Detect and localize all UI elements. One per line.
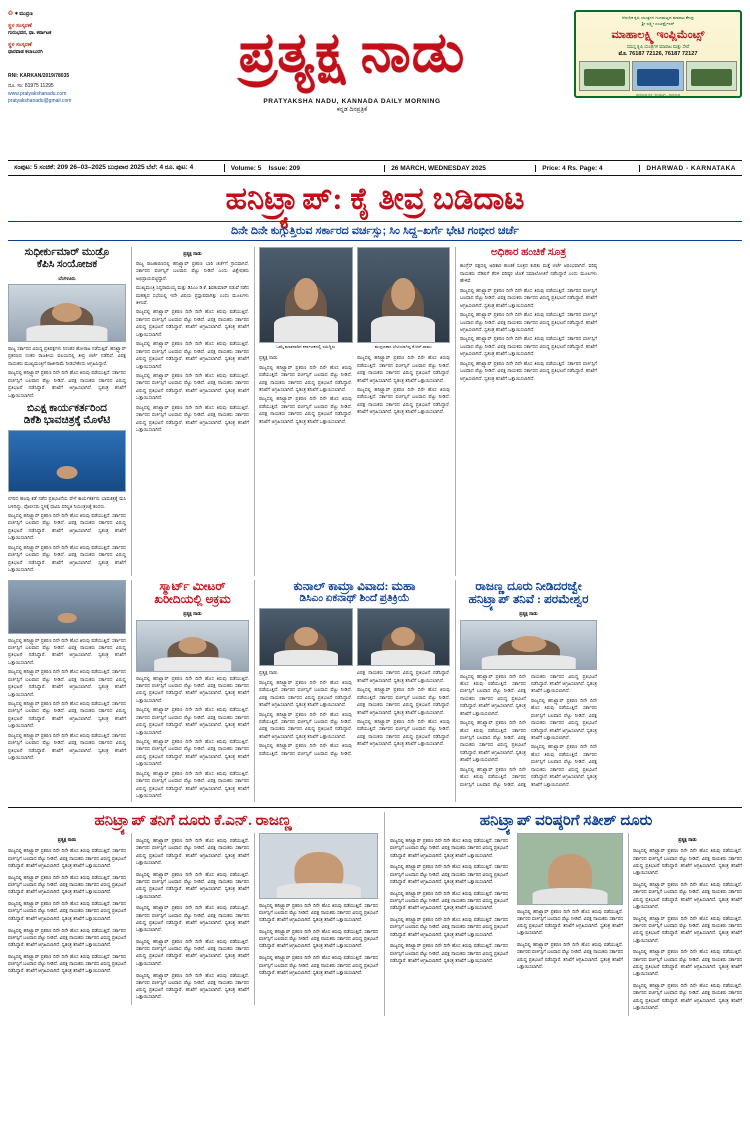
br-paragraph-4: ರಾಜ್ಯದಲ್ಲಿ ಹನಿಟ್ರ್ಯಾಪ್ ಪ್ರಕರಣ ದಿನೇ ದಿನೇ ಹೊಸ ತಿರುವು ಪಡೆಯುತ್ತಿದೆ. ಸರ್ಕಾರದ ವರ್ಚಸ್ಸಿಗೆ ಬಲವಾದ ಪೆಟ್ಟು ನೀಡಿದೆ. ವಿಪಕ್ಷ ನಾಯಕರು ಸರ್ಕಾರದ ವಿರುದ್ಧ ಪ್ರತಿಭಟನೆ ನಡೆಸಿದ್ದಾರೆ. ತನಿಖೆಗೆ ಆಗ್ರಹಿಸಲಾಗಿದೆ. ಸ್ವತಂತ್ರ ತನಿಖೆಗೆ ಒತ್ತಾಯಿಸಲಾಗಿದೆ. <box>390 917 508 937</box>
middle-column-1 <box>8 580 126 802</box>
middle-column-3 <box>254 580 450 802</box>
col1-paragraph-4: ರಾಜ್ಯದಲ್ಲಿ ಹನಿಟ್ರ್ಯಾಪ್ ಪ್ರಕರಣ ದಿನೇ ದಿನೇ ಹೊಸ ತಿರುವು ಪಡೆಯುತ್ತಿದೆ. ಸರ್ಕಾರದ ವರ್ಚಸ್ಸಿಗೆ ಬಲವಾದ ಪೆಟ್ಟು ನೀಡಿದೆ. ವಿಪಕ್ಷ ನಾಯಕರು ಸರ್ಕಾರದ ವಿರುದ್ಧ ಪ್ರತಿಭಟನೆ ನಡೆಸಿದ್ದಾರೆ. ತನಿಖೆಗೆ ಆಗ್ರಹಿಸಲಾಗಿದೆ. ಸ್ವತಂತ್ರ ತನಿಖೆಗೆ ಒತ್ತಾಯಿಸಲಾಗಿದೆ. <box>8 513 126 541</box>
col3-caption-right: ಮುದ್ರಣಕಾರ ಭೇಟಿಯಾಗಿದ್ದ ಕೆ.ಆರ್.ರಾಮು <box>374 344 432 350</box>
br-paragraph-12: ರಾಜ್ಯದಲ್ಲಿ ಹನಿಟ್ರ್ಯಾಪ್ ಪ್ರಕರಣ ದಿನೇ ದಿನೇ ಹೊಸ ತಿರುವು ಪಡೆಯುತ್ತಿದೆ. ಸರ್ಕಾರದ ವರ್ಚಸ್ಸಿಗೆ ಬಲವಾದ ಪೆಟ್ಟು ನೀಡಿದೆ. ವಿಪಕ್ಷ ನಾಯಕರು ಸರ್ಕಾರದ ವಿರುದ್ಧ ಪ್ರತಿಭಟನೆ ನಡೆಸಿದ್ದಾರೆ. ತನಿಖೆಗೆ ಆಗ್ರಹಿಸಲಾಗಿದೆ. ಸ್ವತಂತ್ರ ತನಿಖೆಗೆ ಒತ್ತಾಯಿಸಲಾಗಿದೆ. <box>633 982 742 1010</box>
br-paragraph-8: ರಾಜ್ಯದಲ್ಲಿ ಹನಿಟ್ರ್ಯಾಪ್ ಪ್ರಕರಣ ದಿನೇ ದಿನೇ ಹೊಸ ತಿರುವು ಪಡೆಯುತ್ತಿದೆ. ಸರ್ಕಾರದ ವರ್ಚಸ್ಸಿಗೆ ಬಲವಾದ ಪೆಟ್ಟು ನೀಡಿದೆ. ವಿಪಕ್ಷ ನಾಯಕರು ಸರ್ಕಾರದ ವಿರುದ್ಧ ಪ್ರತಿಭಟನೆ ನಡೆಸಿದ್ದಾರೆ. ತನಿಖೆಗೆ ಆಗ್ರಹಿಸಲಾಗಿದೆ. ಸ್ವತಂತ್ರ ತನಿಖೆಗೆ ಒತ್ತಾಯಿಸಲಾಗಿದೆ. <box>633 848 742 876</box>
column-4 <box>455 247 597 575</box>
bottom-right-byline: ಪ್ರತ್ಯಕ್ಷ ನಾಡು <box>678 836 697 842</box>
masthead-line-2: ಗುರುಭವನ, ಧಾ. ಕರ್ನಾಟಕ <box>8 30 52 37</box>
mid-photo-person-1 <box>136 620 249 672</box>
mid-col3-paragraph-4: ರಾಜ್ಯದಲ್ಲಿ ಹನಿಟ್ರ್ಯಾಪ್ ಪ್ರಕರಣ ದಿನೇ ದಿನೇ ಹೊಸ ತಿರುವು ಪಡೆಯುತ್ತಿದೆ. ಸರ್ಕಾರದ ವರ್ಚಸ್ಸಿಗೆ ಬಲವಾದ ಪೆಟ್ಟು ನೀಡಿದೆ. ವಿಪಕ್ಷ ನಾಯಕರು ಸರ್ಕಾರದ ವಿರುದ್ಧ ಪ್ರತಿಭಟನೆ ನಡೆಸಿದ್ದಾರೆ. ತನಿಖೆಗೆ ಆಗ್ರಹಿಸಲಾಗಿದೆ. ಸ್ವತಂತ್ರ ತನಿಖೆಗೆ ಒತ್ತಾಯಿಸಲಾಗಿದೆ. <box>357 687 450 715</box>
masthead-title-block <box>130 6 574 114</box>
masthead-line-3: ಸ್ಥಳ ಸಂಸ್ಕರಣೆ <box>8 41 32 48</box>
col2-paragraph-5: ರಾಜ್ಯದಲ್ಲಿ ಹನಿಟ್ರ್ಯಾಪ್ ಪ್ರಕರಣ ದಿನೇ ದಿನೇ ಹೊಸ ತಿರುವು ಪಡೆಯುತ್ತಿದೆ. ಸರ್ಕಾರದ ವರ್ಚಸ್ಸಿಗೆ ಬಲವಾದ ಪೆಟ್ಟು ನೀಡಿದೆ. ವಿಪಕ್ಷ ನಾಯಕರು ಸರ್ಕಾರದ ವಿರುದ್ಧ ಪ್ರತಿಭಟನೆ ನಡೆಸಿದ್ದಾರೆ. ತನಿಖೆಗೆ ಆಗ್ರಹಿಸಲಾಗಿದೆ. ಸ್ವತಂತ್ರ ತನಿಖೆಗೆ ಒತ್ತಾಯಿಸಲಾಗಿದೆ. <box>136 372 249 401</box>
bottom-left-col-1 <box>8 833 126 1006</box>
middle-column-4 <box>455 580 597 802</box>
br-paragraph-10: ರಾಜ್ಯದಲ್ಲಿ ಹನಿಟ್ರ್ಯಾಪ್ ಪ್ರಕರಣ ದಿನೇ ದಿನೇ ಹೊಸ ತಿರುವು ಪಡೆಯುತ್ತಿದೆ. ಸರ್ಕಾರದ ವರ್ಚಸ್ಸಿಗೆ ಬಲವಾದ ಪೆಟ್ಟು ನೀಡಿದೆ. ವಿಪಕ್ಷ ನಾಯಕರು ಸರ್ಕಾರದ ವಿರುದ್ಧ ಪ್ರತಿಭಟನೆ ನಡೆಸಿದ್ದಾರೆ. ತನಿಖೆಗೆ ಆಗ್ರಹಿಸಲಾಗಿದೆ. ಸ್ವತಂತ್ರ ತನಿಖೆಗೆ ಒತ್ತಾಯಿಸಲಾಗಿದೆ. <box>633 915 742 943</box>
mid-photo-shinde <box>357 608 451 666</box>
bl-paragraph-5: ರಾಜ್ಯದಲ್ಲಿ ಹನಿಟ್ರ್ಯಾಪ್ ಪ್ರಕರಣ ದಿನೇ ದಿನೇ ಹೊಸ ತಿರುವು ಪಡೆಯುತ್ತಿದೆ. ಸರ್ಕಾರದ ವರ್ಚಸ್ಸಿಗೆ ಬಲವಾದ ಪೆಟ್ಟು ನೀಡಿದೆ. ವಿಪಕ್ಷ ನಾಯಕರು ಸರ್ಕಾರದ ವಿರುದ್ಧ ಪ್ರತಿಭಟನೆ ನಡೆಸಿದ್ದಾರೆ. ತನಿಖೆಗೆ ಆಗ್ರಹಿಸಲಾಗಿದೆ. ಸ್ವತಂತ್ರ ತನಿಖೆಗೆ ಒತ್ತಾಯಿಸಲಾಗಿದೆ. <box>8 953 126 974</box>
col3-photo-cm <box>259 247 353 343</box>
mid-title-kunal-2: ಡಿಸಿಎಂ ಏಕನಾಥ್ ಶಿಂದೆ ಪ್ರತಿಕ್ರಿಯೆ <box>299 593 410 605</box>
price-label: Price: 4 Rs. <box>542 164 578 172</box>
bottom-right-col-2 <box>513 833 623 1016</box>
col4-paragraph-2: ರಾಜ್ಯದಲ್ಲಿ ಹನಿಟ್ರ್ಯಾಪ್ ಪ್ರಕರಣ ದಿನೇ ದಿನೇ ಹೊಸ ತಿರುವು ಪಡೆಯುತ್ತಿದೆ. ಸರ್ಕಾರದ ವರ್ಚಸ್ಸಿಗೆ ಬಲವಾದ ಪೆಟ್ಟು ನೀಡಿದೆ. ವಿಪಕ್ಷ ನಾಯಕರು ಸರ್ಕಾರದ ವಿರುದ್ಧ ಪ್ರತಿಭಟನೆ ನಡೆಸಿದ್ದಾರೆ. ತನಿಖೆಗೆ ಆಗ್ರಹಿಸಲಾಗಿದೆ. ಸ್ವತಂತ್ರ ತನಿಖೆಗೆ ಒತ್ತಾಯಿಸಲಾಗಿದೆ. <box>460 287 597 308</box>
mid-col2-byline: ಪ್ರತ್ಯಕ್ಷ ನಾಡು <box>183 611 202 617</box>
mid-col2-paragraph-1: ರಾಜ್ಯದಲ್ಲಿ ಹನಿಟ್ರ್ಯಾಪ್ ಪ್ರಕರಣ ದಿನೇ ದಿನೇ ಹೊಸ ತಿರುವು ಪಡೆಯುತ್ತಿದೆ. ಸರ್ಕಾರದ ವರ್ಚಸ್ಸಿಗೆ ಬಲವಾದ ಪೆಟ್ಟು ನೀಡಿದೆ. ವಿಪಕ್ಷ ನಾಯಕರು ಸರ್ಕಾರದ ವಿರುದ್ಧ ಪ್ರತಿಭಟನೆ ನಡೆಸಿದ್ದಾರೆ. ತನಿಖೆಗೆ ಆಗ್ರಹಿಸಲಾಗಿದೆ. ಸ್ವತಂತ್ರ ತನಿಖೆಗೆ ಒತ್ತಾಯಿಸಲಾಗಿದೆ. <box>136 675 249 703</box>
lead-headline: ಹನಿಟ್ರ್ಯಾಪ್: ಕೈ ತೀವ್ರ ಬಡಿದಾಟ <box>225 181 525 216</box>
bottom-right-portrait <box>517 833 623 905</box>
mid-col3-paragraph-2: ರಾಜ್ಯದಲ್ಲಿ ಹನಿಟ್ರ್ಯಾಪ್ ಪ್ರಕರಣ ದಿನೇ ದಿನೇ ಹೊಸ ತಿರುವು ಪಡೆಯುತ್ತಿದೆ. ಸರ್ಕಾರದ ವರ್ಚಸ್ಸಿಗೆ ಬಲವಾದ ಪೆಟ್ಟು ನೀಡಿದೆ. ವಿಪಕ್ಷ ನಾಯಕರು ಸರ್ಕಾರದ ವಿರುದ್ಧ ಪ್ರತಿಭಟನೆ ನಡೆಸಿದ್ದಾರೆ. ತನಿಖೆಗೆ ಆಗ್ರಹಿಸಲಾಗಿದೆ. ಸ್ವತಂತ್ರ ತನಿಖೆಗೆ ಒತ್ತಾಯಿಸಲಾಗಿದೆ. <box>259 711 352 739</box>
masthead <box>8 6 742 158</box>
mid-col4-byline: ಪ್ರತ್ಯಕ್ಷ ನಾಡು <box>519 611 538 617</box>
col4-title: ಅಧಿಕಾರ ಹಂಚಿಕೆ ಸೂತ್ರ <box>490 247 567 259</box>
col1-paragraph-3: ನಗರದ ಹಲವು ಕಡೆ ನಡೆದ ಪ್ರತಿಭಟನೆಯ ವೇಳೆ ಕಾರ್ಯಕರ್ತರು ಭಾವಚಿತ್ರಕ್ಕೆ ಮಸಿ ಬಳಿದಿದ್ದು, ಪೊಲೀಸರು ಸ್ಥಳಕ್ಕೆ ಧಾವಿಸಿ ಪರಿಸ್ಥಿತಿ ನಿಯಂತ್ರಣಕ್ಕೆ ತಂದರು. <box>8 496 126 509</box>
mid-col4-paragraph-1: ರಾಜ್ಯದಲ್ಲಿ ಹನಿಟ್ರ್ಯಾಪ್ ಪ್ರಕರಣ ದಿನೇ ದಿನೇ ಹೊಸ ತಿರುವು ಪಡೆಯುತ್ತಿದೆ. ಸರ್ಕಾರದ ವರ್ಚಸ್ಸಿಗೆ ಬಲವಾದ ಪೆಟ್ಟು ನೀಡಿದೆ. ವಿಪಕ್ಷ ನಾಯಕರು ಸರ್ಕಾರದ ವಿರುದ್ಧ ಪ್ರತಿಭಟನೆ ನಡೆಸಿದ್ದಾರೆ. ತನಿಖೆಗೆ ಆಗ್ರಹಿಸಲಾಗಿದೆ. ಸ್ವತಂತ್ರ ತನಿಖೆಗೆ ಒತ್ತಾಯಿಸಲಾಗಿದೆ. <box>460 673 526 716</box>
bl-paragraph-7: ರಾಜ್ಯದಲ್ಲಿ ಹನಿಟ್ರ್ಯಾಪ್ ಪ್ರಕರಣ ದಿನೇ ದಿನೇ ಹೊಸ ತಿರುವು ಪಡೆಯುತ್ತಿದೆ. ಸರ್ಕಾರದ ವರ್ಚಸ್ಸಿಗೆ ಬಲವಾದ ಪೆಟ್ಟು ನೀಡಿದೆ. ವಿಪಕ್ಷ ನಾಯಕರು ಸರ್ಕಾರದ ವಿರುದ್ಧ ಪ್ರತಿಭಟನೆ ನಡೆಸಿದ್ದಾರೆ. ತನಿಖೆಗೆ ಆಗ್ರಹಿಸಲಾಗಿದೆ. ಸ್ವತಂತ್ರ ತನಿಖೆಗೆ ಒತ್ತಾಯಿಸಲಾಗಿದೆ. <box>136 871 249 899</box>
ad-brand-small: ಶ್ರೀ ಲಕ್ಷ್ಮೀ ಎಂಟರ್ಪ್ರೈಸಸ್ <box>641 21 675 27</box>
bl-paragraph-10: ರಾಜ್ಯದಲ್ಲಿ ಹನಿಟ್ರ್ಯಾಪ್ ಪ್ರಕರಣ ದಿನೇ ದಿನೇ ಹೊಸ ತಿರುವು ಪಡೆಯುತ್ತಿದೆ. ಸರ್ಕಾರದ ವರ್ಚಸ್ಸಿಗೆ ಬಲವಾದ ಪೆಟ್ಟು ನೀಡಿದೆ. ವಿಪಕ್ಷ ನಾಯಕರು ಸರ್ಕಾರದ ವಿರುದ್ಧ ಪ್ರತಿಭಟನೆ ನಡೆಸಿದ್ದಾರೆ. ತನಿಖೆಗೆ ಆಗ್ರಹಿಸಲಾಗಿದೆ. ಸ್ವತಂತ್ರ ತನಿಖೆಗೆ ಒತ್ತಾಯಿಸಲಾಗಿದೆ. <box>136 972 249 1000</box>
br-paragraph-9: ರಾಜ್ಯದಲ್ಲಿ ಹನಿಟ್ರ್ಯಾಪ್ ಪ್ರಕರಣ ದಿನೇ ದಿನೇ ಹೊಸ ತಿರುವು ಪಡೆಯುತ್ತಿದೆ. ಸರ್ಕಾರದ ವರ್ಚಸ್ಸಿಗೆ ಬಲವಾದ ಪೆಟ್ಟು ನೀಡಿದೆ. ವಿಪಕ್ಷ ನಾಯಕರು ಸರ್ಕಾರದ ವಿರುದ್ಧ ಪ್ರತಿಭಟನೆ ನಡೆಸಿದ್ದಾರೆ. ತನಿಖೆಗೆ ಆಗ್ರಹಿಸಲಾಗಿದೆ. ಸ್ವತಂತ್ರ ತನಿಖೆಗೆ ಒತ್ತಾಯಿಸಲಾಗಿದೆ. <box>633 882 742 909</box>
bl-paragraph-6: ರಾಜ್ಯದಲ್ಲಿ ಹನಿಟ್ರ್ಯಾಪ್ ಪ್ರಕರಣ ದಿನೇ ದಿನೇ ಹೊಸ ತಿರುವು ಪಡೆಯುತ್ತಿದೆ. ಸರ್ಕಾರದ ವರ್ಚಸ್ಸಿಗೆ ಬಲವಾದ ಪೆಟ್ಟು ನೀಡಿದೆ. ವಿಪಕ್ಷ ನಾಯಕರು ಸರ್ಕಾರದ ವಿರುದ್ಧ ಪ್ರತಿಭಟನೆ ನಡೆಸಿದ್ದಾರೆ. ತನಿಖೆಗೆ ಆಗ್ರಹಿಸಲಾಗಿದೆ. ಸ್ವತಂತ್ರ ತನಿಖೆಗೆ ಒತ್ತಾಯಿಸಲಾಗಿದೆ. <box>136 838 249 865</box>
col4-body <box>460 262 597 382</box>
issue-volume-group <box>225 165 385 172</box>
col4-paragraph-5: ರಾಜ್ಯದಲ್ಲಿ ಹನಿಟ್ರ್ಯಾಪ್ ಪ್ರಕರಣ ದಿನೇ ದಿನೇ ಹೊಸ ತಿರುವು ಪಡೆಯುತ್ತಿದೆ. ಸರ್ಕಾರದ ವರ್ಚಸ್ಸಿಗೆ ಬಲವಾದ ಪೆಟ್ಟು ನೀಡಿದೆ. ವಿಪಕ್ಷ ನಾಯಕರು ಸರ್ಕಾರದ ವಿರುದ್ಧ ಪ್ರತಿಭಟನೆ ನಡೆಸಿದ್ದಾರೆ. ತನಿಖೆಗೆ ಆಗ್ರಹಿಸಲಾಗಿದೆ. ಸ್ವತಂತ್ರ ತನಿಖೆಗೆ ಒತ್ತಾಯಿಸಲಾಗಿದೆ. <box>460 360 597 381</box>
masthead-phone: ದೂ. ಸಂ: 81975 11295 <box>8 83 54 89</box>
price-pages <box>536 165 640 172</box>
col2-paragraph-1: ರಾಜ್ಯ ರಾಜಕಾರಣದಲ್ಲಿ ಹನಿಟ್ರ್ಯಾಪ್ ಪ್ರಕರಣ ಭಾರಿ ಚರ್ಚೆಗೆ ಗ್ರಾಸವಾಗಿದೆ. ಸರ್ಕಾರದ ವರ್ಚಸ್ಸಿಗೆ ಬಲವಾದ ಪೆಟ್ಟು ನೀಡಿದೆ ಎಂದು ವಿಶ್ಲೇಷಕರು ಅಭಿಪ್ರಾಯಪಟ್ಟಿದ್ದಾರೆ. <box>136 260 249 281</box>
bottom-left-byline: ಪ್ರತ್ಯಕ್ಷ ನಾಡು <box>57 836 77 842</box>
top-section <box>8 247 742 575</box>
bottom-right-col-1 <box>390 833 508 1016</box>
issue-info-kannada: ಸಂಪುಟ: 5 ಸಂಚಿಕೆ: 209 26–03–2025 ಬುಧವಾರ 2025 ಬೆಲೆ: 4 ರೂ. ಪುಟ: 4 <box>8 164 225 172</box>
masthead-subtitle-en: PRATYAKSHA NADU, KANNADA DAILY MORNING <box>263 97 441 105</box>
br-paragraph-6: ರಾಜ್ಯದಲ್ಲಿ ಹನಿಟ್ರ್ಯಾಪ್ ಪ್ರಕರಣ ದಿನೇ ದಿನೇ ಹೊಸ ತಿರುವು ಪಡೆಯುತ್ತಿದೆ. ಸರ್ಕಾರದ ವರ್ಚಸ್ಸಿಗೆ ಬಲವಾದ ಪೆಟ್ಟು ನೀಡಿದೆ. ವಿಪಕ್ಷ ನಾಯಕರು ಸರ್ಕಾರದ ವಿರುದ್ಧ ಪ್ರತಿಭಟನೆ ನಡೆಸಿದ್ದಾರೆ. ತನಿಖೆಗೆ ಆಗ್ರಹಿಸಲಾಗಿದೆ. ಸ್ವತಂತ್ರ ತನಿಖೆಗೆ ಒತ್ತಾಯಿಸಲಾಗಿದೆ. <box>517 908 623 936</box>
mid-col1-body <box>8 637 126 762</box>
bl-paragraph-13: ರಾಜ್ಯದಲ್ಲಿ ಹನಿಟ್ರ್ಯಾಪ್ ಪ್ರಕರಣ ದಿನೇ ದಿನೇ ಹೊಸ ತಿರುವು ಪಡೆಯುತ್ತಿದೆ. ಸರ್ಕಾರದ ವರ್ಚಸ್ಸಿಗೆ ಬಲವಾದ ಪೆಟ್ಟು ನೀಡಿದೆ. ವಿಪಕ್ಷ ನಾಯಕರು ಸರ್ಕಾರದ ವಿರುದ್ಧ ಪ್ರತಿಭಟನೆ ನಡೆಸಿದ್ದಾರೆ. ತನಿಖೆಗೆ ಆಗ್ರಹಿಸಲಾಗಿದೆ. ಸ್ವತಂತ್ರ ತನಿಖೆಗೆ ಒತ್ತಾಯಿಸಲಾಗಿದೆ. <box>259 955 378 975</box>
issue-info-bar <box>8 160 742 176</box>
col1-title-line1: ಸುಧೀರ್ಕುಮಾರ್ ಮುಡ್ರೊ <box>24 247 110 259</box>
col2-paragraph-2: ಮುಖ್ಯಮಂತ್ರಿ ಸಿದ್ದರಾಮಯ್ಯ ಮತ್ತು ಡಿಸಿಎಂ ಡಿ.ಕೆ. ಶಿವಕುಮಾರ್ ನಡುವೆ ನಡೆದ ಮಹತ್ವದ ಸಭೆಯಲ್ಲಿ ಇದೇ ವಿಷಯ ಪ್ರಸ್ತಾಪವಾಗಿತ್ತು ಎಂದು ಮೂಲಗಳು ತಿಳಿಸಿವೆ. <box>136 285 249 306</box>
mid-photo-rally <box>8 580 126 634</box>
col3-paragraph-4: ರಾಜ್ಯದಲ್ಲಿ ಹನಿಟ್ರ್ಯಾಪ್ ಪ್ರಕರಣ ದಿನೇ ದಿನೇ ಹೊಸ ತಿರುವು ಪಡೆಯುತ್ತಿದೆ. ಸರ್ಕಾರದ ವರ್ಚಸ್ಸಿಗೆ ಬಲವಾದ ಪೆಟ್ಟು ನೀಡಿದೆ. ವಿಪಕ್ಷ ನಾಯಕರು ಸರ್ಕಾರದ ವಿರುದ್ಧ ಪ್ರತಿಭಟನೆ ನಡೆಸಿದ್ದಾರೆ. ತನಿಖೆಗೆ ಆಗ್ರಹಿಸಲಾಗಿದೆ. ಸ್ವತಂತ್ರ ತನಿಖೆಗೆ ಒತ್ತಾಯಿಸಲಾಗಿದೆ. <box>357 386 450 415</box>
bl-paragraph-9: ರಾಜ್ಯದಲ್ಲಿ ಹನಿಟ್ರ್ಯಾಪ್ ಪ್ರಕರಣ ದಿನೇ ದಿನೇ ಹೊಸ ತಿರುವು ಪಡೆಯುತ್ತಿದೆ. ಸರ್ಕಾರದ ವರ್ಚಸ್ಸಿಗೆ ಬಲವಾದ ಪೆಟ್ಟು ನೀಡಿದೆ. ವಿಪಕ್ಷ ನಾಯಕರು ಸರ್ಕಾರದ ವಿರುದ್ಧ ಪ್ರತಿಭಟನೆ ನಡೆಸಿದ್ದಾರೆ. ತನಿಖೆಗೆ ಆಗ್ರಹಿಸಲಾಗಿದೆ. ಸ್ವತಂತ್ರ ತನಿಖೆಗೆ ಒತ್ತಾಯಿಸಲಾಗಿದೆ. <box>136 938 249 966</box>
col1-photo-2 <box>8 430 126 492</box>
lead-subheadline: ದಿನೇ ದಿನೇ ಕುಗ್ಗುತ್ತಿರುವ ಸರ್ಕಾರದ ವರ್ಚಸ್ಸು; ಸಿಂ ಸಿದ್ದ–ಖರ್ಗೆ ಭೇಟಿ ಗಂಭೀರ ಚರ್ಚೆ <box>8 221 742 241</box>
col1-body-2 <box>8 495 126 573</box>
mid-title-kunal-1: ಕುನಾಲ್ ಕಾಮ್ರಾ ವಿವಾದ: ಮಹಾ <box>293 578 416 593</box>
bl-paragraph-8: ರಾಜ್ಯದಲ್ಲಿ ಹನಿಟ್ರ್ಯಾಪ್ ಪ್ರಕರಣ ದಿನೇ ದಿನೇ ಹೊಸ ತಿರುವು ಪಡೆಯುತ್ತಿದೆ. ಸರ್ಕಾರದ ವರ್ಚಸ್ಸಿಗೆ ಬಲವಾದ ಪೆಟ್ಟು ನೀಡಿದೆ. ವಿಪಕ್ಷ ನಾಯಕರು ಸರ್ಕಾರದ ವಿರುದ್ಧ ಪ್ರತಿಭಟನೆ ನಡೆಸಿದ್ದಾರೆ. ತನಿಖೆಗೆ ಆಗ್ರಹಿಸಲಾಗಿದೆ. ಸ್ವತಂತ್ರ ತನಿಖೆಗೆ ಒತ್ತಾಯಿಸಲಾಗಿದೆ. <box>136 905 249 933</box>
col4-paragraph-1: ಕಾಂಗ್ರೆಸ್ ಪಕ್ಷದಲ್ಲಿ ಅಧಿಕಾರ ಹಂಚಿಕೆ ಸೂತ್ರದ ಕುರಿತು ಮತ್ತೆ ಚರ್ಚೆ ಆರಂಭವಾಗಿದೆ. ವರಿಷ್ಠ ನಾಯಕರು ದೆಹಲಿಗೆ ತೆರಳಿ ವರಿಷ್ಠರ ಜೊತೆ ಸಮಾಲೋಚನೆ ನಡೆಸಿದ್ದಾರೆ ಎಂದು ಮೂಲಗಳು ಹೇಳಿವೆ. <box>460 263 597 284</box>
ad-brand: ಮಾಹಾಲಕ್ಷ್ಮಿ ಇಂಪ್ಲಿಮೆಂಟ್ಸ್ <box>611 28 705 41</box>
col2-byline: ಪ್ರತ್ಯಕ್ಷ ನಾಡು <box>183 251 202 257</box>
masthead-line-1: ಸ್ಥಳ ಸಂಸ್ಕರಣೆ <box>8 23 32 29</box>
bottom-left-portrait <box>259 833 378 899</box>
ad-tagline: ಆಧುನಿಕ ಕೃಷಿ ಯಂತ್ರಗಳ ಗುಣಮಟ್ಟದ ಮಾರಾಟ ಕೇಂದ್ರ <box>622 15 694 20</box>
star-icon: ❂ <box>8 11 14 17</box>
pages-label: Page: 4 <box>579 164 603 172</box>
bottom-left-story <box>8 812 378 1016</box>
rni-number: RNI: KARKAN/2019/78035 <box>8 72 70 79</box>
bl-paragraph-11: ರಾಜ್ಯದಲ್ಲಿ ಹನಿಟ್ರ್ಯಾಪ್ ಪ್ರಕರಣ ದಿನೇ ದಿನೇ ಹೊಸ ತಿರುವು ಪಡೆಯುತ್ತಿದೆ. ಸರ್ಕಾರದ ವರ್ಚಸ್ಸಿಗೆ ಬಲವಾದ ಪೆಟ್ಟು ನೀಡಿದೆ. ವಿಪಕ್ಷ ನಾಯಕರು ಸರ್ಕಾರದ ವಿರುದ್ಧ ಪ್ರತಿಭಟನೆ ನಡೆಸಿದ್ದಾರೆ. ತನಿಖೆಗೆ ಆಗ್ರಹಿಸಲಾಗಿದೆ. ಸ್ವತಂತ್ರ ತನಿಖೆಗೆ ಒತ್ತಾಯಿಸಲಾಗಿದೆ. <box>259 902 378 923</box>
mid-title-smart-meter-2: ಖರೀದಿಯಲ್ಲಿ ಅಕ್ರಮ <box>154 592 231 607</box>
mid-title-rajanna-1: ರಾಜಣ್ಣ ದೂರು ನೀಡಿದರಜ್ವೇ <box>475 578 582 593</box>
br-paragraph-11: ರಾಜ್ಯದಲ್ಲಿ ಹನಿಟ್ರ್ಯಾಪ್ ಪ್ರಕರಣ ದಿನೇ ದಿನೇ ಹೊಸ ತಿರುವು ಪಡೆಯುತ್ತಿದೆ. ಸರ್ಕಾರದ ವರ್ಚಸ್ಸಿಗೆ ಬಲವಾದ ಪೆಟ್ಟು ನೀಡಿದೆ. ವಿಪಕ್ಷ ನಾಯಕರು ಸರ್ಕಾರದ ವಿರುದ್ಧ ಪ್ರತಿಭಟನೆ ನಡೆಸಿದ್ದಾರೆ. ತನಿಖೆಗೆ ಆಗ್ರಹಿಸಲಾಗಿದೆ. ಸ್ವತಂತ್ರ ತನಿಖೆಗೆ ಒತ್ತಾಯಿಸಲಾಗಿದೆ. <box>633 949 742 977</box>
mid-col3-byline: ಪ್ರತ್ಯಕ್ಷ ನಾಡು <box>259 670 278 676</box>
issue-date: 26 MARCH, WEDNESDAY 2025 <box>385 165 536 172</box>
middle-column-2 <box>131 580 249 802</box>
masthead-left-info <box>8 6 130 106</box>
col1-title-line2: ಕೆಪಿಸಿ ಸಂಯೋಜಕ <box>36 259 98 271</box>
lead-headline-block <box>8 182 742 241</box>
mid-col2-paragraph-3: ರಾಜ್ಯದಲ್ಲಿ ಹನಿಟ್ರ್ಯಾಪ್ ಪ್ರಕರಣ ದಿನೇ ದಿನೇ ಹೊಸ ತಿರುವು ಪಡೆಯುತ್ತಿದೆ. ಸರ್ಕಾರದ ವರ್ಚಸ್ಸಿಗೆ ಬಲವಾದ ಪೆಟ್ಟು ನೀಡಿದೆ. ವಿಪಕ್ಷ ನಾಯಕರು ಸರ್ಕಾರದ ವಿರುದ್ಧ ಪ್ರತಿಭಟನೆ ನಡೆಸಿದ್ದಾರೆ. ತನಿಖೆಗೆ ಆಗ್ರಹಿಸಲಾಗಿದೆ. ಸ್ವತಂತ್ರ ತನಿಖೆಗೆ ಒತ್ತಾಯಿಸಲಾಗಿದೆ. <box>136 739 249 767</box>
bottom-left-col-2 <box>131 833 249 1006</box>
col1-body-1 <box>8 345 126 399</box>
masthead-advertisement[interactable] <box>574 6 742 98</box>
masthead-email[interactable]: pratyakshanadu@gmail.com <box>8 98 72 104</box>
mid-title-smart-meter-1: ಸ್ಮಾರ್ಟ್ ಮೀಟರ್ <box>159 578 226 593</box>
bottom-section <box>8 812 742 1016</box>
col2-paragraph-6: ರಾಜ್ಯದಲ್ಲಿ ಹನಿಟ್ರ್ಯಾಪ್ ಪ್ರಕರಣ ದಿನೇ ದಿನೇ ಹೊಸ ತಿರುವು ಪಡೆಯುತ್ತಿದೆ. ಸರ್ಕಾರದ ವರ್ಚಸ್ಸಿಗೆ ಬಲವಾದ ಪೆಟ್ಟು ನೀಡಿದೆ. ವಿಪಕ್ಷ ನಾಯಕರು ಸರ್ಕಾರದ ವಿರುದ್ಧ ಪ್ರತಿಭಟನೆ ನಡೆಸಿದ್ದಾರೆ. ತನಿಖೆಗೆ ಆಗ್ರಹಿಸಲಾಗಿದೆ. ಸ್ವತಂತ್ರ ತನಿಖೆಗೆ ಒತ್ತಾಯಿಸಲಾಗಿದೆ. <box>136 404 249 433</box>
mid-title-rajanna-2: ಹನಿಟ್ರ್ಯಾಪ್ ತನಿವೆ : ಪರಮೇಶ್ವರ <box>468 592 589 607</box>
place-label: DHARWAD - KARNATAKA <box>646 164 736 172</box>
col3-body <box>259 354 450 425</box>
mid-photo-kunal <box>259 608 353 666</box>
mid-col1-paragraph-2: ರಾಜ್ಯದಲ್ಲಿ ಹನಿಟ್ರ್ಯಾಪ್ ಪ್ರಕರಣ ದಿನೇ ದಿನೇ ಹೊಸ ತಿರುವು ಪಡೆಯುತ್ತಿದೆ. ಸರ್ಕಾರದ ವರ್ಚಸ್ಸಿಗೆ ಬಲವಾದ ಪೆಟ್ಟು ನೀಡಿದೆ. ವಿಪಕ್ಷ ನಾಯಕರು ಸರ್ಕಾರದ ವಿರುದ್ಧ ಪ್ರತಿಭಟನೆ ನಡೆಸಿದ್ದಾರೆ. ತನಿಖೆಗೆ ಆಗ್ರಹಿಸಲಾಗಿದೆ. ಸ್ವತಂತ್ರ ತನಿಖೆಗೆ ಒತ್ತಾಯಿಸಲಾಗಿದೆ. <box>8 669 126 697</box>
mid-col2-paragraph-4: ರಾಜ್ಯದಲ್ಲಿ ಹನಿಟ್ರ್ಯಾಪ್ ಪ್ರಕರಣ ದಿನೇ ದಿನೇ ಹೊಸ ತಿರುವು ಪಡೆಯುತ್ತಿದೆ. ಸರ್ಕಾರದ ವರ್ಚಸ್ಸಿಗೆ ಬಲವಾದ ಪೆಟ್ಟು ನೀಡಿದೆ. ವಿಪಕ್ಷ ನಾಯಕರು ಸರ್ಕಾರದ ವಿರುದ್ಧ ಪ್ರತಿಭಟನೆ ನಡೆಸಿದ್ದಾರೆ. ತನಿಖೆಗೆ ಆಗ್ರಹಿಸಲಾಗಿದೆ. ಸ್ವತಂತ್ರ ತನಿಖೆಗೆ ಒತ್ತಾಯಿಸಲಾಗಿದೆ. <box>136 770 249 799</box>
ad-address: ಧಾರವಾಡ ರಸ್ತೆ, ಕಲಘಟಗಿ - ಧಾರವಾಡ <box>635 92 681 97</box>
mid-col3-paragraph-5: ರಾಜ್ಯದಲ್ಲಿ ಹನಿಟ್ರ್ಯಾಪ್ ಪ್ರಕರಣ ದಿನೇ ದಿನೇ ಹೊಸ ತಿರುವು ಪಡೆಯುತ್ತಿದೆ. ಸರ್ಕಾರದ ವರ್ಚಸ್ಸಿಗೆ ಬಲವಾದ ಪೆಟ್ಟು ನೀಡಿದೆ. ವಿಪಕ್ಷ ನಾಯಕರು ಸರ್ಕಾರದ ವಿರುದ್ಧ ಪ್ರತಿಭಟನೆ ನಡೆಸಿದ್ದಾರೆ. ತನಿಖೆಗೆ ಆಗ್ರಹಿಸಲಾಗಿದೆ. ಸ್ವತಂತ್ರ ತನಿಖೆಗೆ ಒತ್ತಾಯಿಸಲಾಗಿದೆ. <box>357 719 450 747</box>
bl-paragraph-3: ರಾಜ್ಯದಲ್ಲಿ ಹನಿಟ್ರ್ಯಾಪ್ ಪ್ರಕರಣ ದಿನೇ ದಿನೇ ಹೊಸ ತಿರುವು ಪಡೆಯುತ್ತಿದೆ. ಸರ್ಕಾರದ ವರ್ಚಸ್ಸಿಗೆ ಬಲವಾದ ಪೆಟ್ಟು ನೀಡಿದೆ. ವಿಪಕ್ಷ ನಾಯಕರು ಸರ್ಕಾರದ ವಿರುದ್ಧ ಪ್ರತಿಭಟನೆ ನಡೆಸಿದ್ದಾರೆ. ತನಿಖೆಗೆ ಆಗ್ರಹಿಸಲಾಗಿದೆ. ಸ್ವತಂತ್ರ ತನಿಖೆಗೆ ಒತ್ತಾಯಿಸಲಾಗಿದೆ. <box>8 901 126 921</box>
col3-photo-dcm <box>357 247 451 343</box>
br-paragraph-2: ರಾಜ್ಯದಲ್ಲಿ ಹನಿಟ್ರ್ಯಾಪ್ ಪ್ರಕರಣ ದಿನೇ ದಿನೇ ಹೊಸ ತಿರುವು ಪಡೆಯುತ್ತಿದೆ. ಸರ್ಕಾರದ ವರ್ಚಸ್ಸಿಗೆ ಬಲವಾದ ಪೆಟ್ಟು ನೀಡಿದೆ. ವಿಪಕ್ಷ ನಾಯಕರು ಸರ್ಕಾರದ ವಿರುದ್ಧ ಪ್ರತಿಭಟನೆ ನಡೆಸಿದ್ದಾರೆ. ತನಿಖೆಗೆ ಆಗ್ರಹಿಸಲಾಗಿದೆ. ಸ್ವತಂತ್ರ ತನಿಖೆಗೆ ಒತ್ತಾಯಿಸಲಾಗಿದೆ. <box>390 864 508 884</box>
ad-images <box>579 61 737 91</box>
br-paragraph-3: ರಾಜ್ಯದಲ್ಲಿ ಹನಿಟ್ರ್ಯಾಪ್ ಪ್ರಕರಣ ದಿನೇ ದಿನೇ ಹೊಸ ತಿರುವು ಪಡೆಯುತ್ತಿದೆ. ಸರ್ಕಾರದ ವರ್ಚಸ್ಸಿಗೆ ಬಲವಾದ ಪೆಟ್ಟು ನೀಡಿದೆ. ವಿಪಕ್ಷ ನಾಯಕರು ಸರ್ಕಾರದ ವಿರುದ್ಧ ಪ್ರತಿಭಟನೆ ನಡೆಸಿದ್ದಾರೆ. ತನಿಖೆಗೆ ಆಗ್ರಹಿಸಲಾಗಿದೆ. ಸ್ವತಂತ್ರ ತನಿಖೆಗೆ ಒತ್ತಾಯಿಸಲಾಗಿದೆ. <box>390 890 508 911</box>
col4-paragraph-3: ರಾಜ್ಯದಲ್ಲಿ ಹನಿಟ್ರ್ಯಾಪ್ ಪ್ರಕರಣ ದಿನೇ ದಿನೇ ಹೊಸ ತಿರುವು ಪಡೆಯುತ್ತಿದೆ. ಸರ್ಕಾರದ ವರ್ಚಸ್ಸಿಗೆ ಬಲವಾದ ಪೆಟ್ಟು ನೀಡಿದೆ. ವಿಪಕ್ಷ ನಾಯಕರು ಸರ್ಕಾರದ ವಿರುದ್ಧ ಪ್ರತಿಭಟನೆ ನಡೆಸಿದ್ದಾರೆ. ತನಿಖೆಗೆ ಆಗ್ರಹಿಸಲಾಗಿದೆ. ಸ್ವತಂತ್ರ ತನಿಖೆಗೆ ಒತ್ತಾಯಿಸಲಾಗಿದೆ. <box>460 312 597 332</box>
mid-col2-body <box>136 675 249 800</box>
col1-title-line3: ಬಿಎಕ್ಷ ಕಾರ್ಯಕರ್ತರಿಂದ <box>27 403 107 415</box>
mid-col1-paragraph-4: ರಾಜ್ಯದಲ್ಲಿ ಹನಿಟ್ರ್ಯಾಪ್ ಪ್ರಕರಣ ದಿನೇ ದಿನೇ ಹೊಸ ತಿರುವು ಪಡೆಯುತ್ತಿದೆ. ಸರ್ಕಾರದ ವರ್ಚಸ್ಸಿಗೆ ಬಲವಾದ ಪೆಟ್ಟು ನೀಡಿದೆ. ವಿಪಕ್ಷ ನಾಯಕರು ಸರ್ಕಾರದ ವಿರುದ್ಧ ಪ್ರತಿಭಟನೆ ನಡೆಸಿದ್ದಾರೆ. ತನಿಖೆಗೆ ಆಗ್ರಹಿಸಲಾಗಿದೆ. ಸ್ವತಂತ್ರ ತನಿಖೆಗೆ ಒತ್ತಾಯಿಸಲಾಗಿದೆ. <box>8 732 126 761</box>
bl-paragraph-12: ರಾಜ್ಯದಲ್ಲಿ ಹನಿಟ್ರ್ಯಾಪ್ ಪ್ರಕರಣ ದಿನೇ ದಿನೇ ಹೊಸ ತಿರುವು ಪಡೆಯುತ್ತಿದೆ. ಸರ್ಕಾರದ ವರ್ಚಸ್ಸಿಗೆ ಬಲವಾದ ಪೆಟ್ಟು ನೀಡಿದೆ. ವಿಪಕ್ಷ ನಾಯಕರು ಸರ್ಕಾರದ ವಿರುದ್ಧ ಪ್ರತಿಭಟನೆ ನಡೆಸಿದ್ದಾರೆ. ತನಿಖೆಗೆ ಆಗ್ರಹಿಸಲಾಗಿದೆ. ಸ್ವತಂತ್ರ ತನಿಖೆಗೆ ಒತ್ತಾಯಿಸಲಾಗಿದೆ. <box>259 928 378 949</box>
col2-paragraph-4: ರಾಜ್ಯದಲ್ಲಿ ಹನಿಟ್ರ್ಯಾಪ್ ಪ್ರಕರಣ ದಿನೇ ದಿನೇ ಹೊಸ ತಿರುವು ಪಡೆಯುತ್ತಿದೆ. ಸರ್ಕಾರದ ವರ್ಚಸ್ಸಿಗೆ ಬಲವಾದ ಪೆಟ್ಟು ನೀಡಿದೆ. ವಿಪಕ್ಷ ನಾಯಕರು ಸರ್ಕಾರದ ವಿರುದ್ಧ ಪ್ರತಿಭಟನೆ ನಡೆಸಿದ್ದಾರೆ. ತನಿಖೆಗೆ ಆಗ್ರಹಿಸಲಾಗಿದೆ. ಸ್ವತಂತ್ರ ತನಿಖೆಗೆ ಒತ್ತಾಯಿಸಲಾಗಿದೆ. <box>136 341 249 369</box>
ad-image-1 <box>579 61 630 91</box>
col1-photo-1 <box>8 284 126 342</box>
issue-label: Issue: 209 <box>268 164 301 172</box>
col3-byline: ಪ್ರತ್ಯಕ್ಷ ನಾಡು <box>259 355 278 361</box>
bl-paragraph-1: ರಾಜ್ಯದಲ್ಲಿ ಹನಿಟ್ರ್ಯಾಪ್ ಪ್ರಕರಣ ದಿನೇ ದಿನೇ ಹೊಸ ತಿರುವು ಪಡೆಯುತ್ತಿದೆ. ಸರ್ಕಾರದ ವರ್ಚಸ್ಸಿಗೆ ಬಲವಾದ ಪೆಟ್ಟು ನೀಡಿದೆ. ವಿಪಕ್ಷ ನಾಯಕರು ಸರ್ಕಾರದ ವಿರುದ್ಧ ಪ್ರತಿಭಟನೆ ನಡೆಸಿದ್ದಾರೆ. ತನಿಖೆಗೆ ಆಗ್ರಹಿಸಲಾಗಿದೆ. ಸ್ವತಂತ್ರ ತನಿಖೆಗೆ ಒತ್ತಾಯಿಸಲಾಗಿದೆ. <box>8 848 126 869</box>
col1-byline: ಬೆಂಗಳೂರು <box>58 275 76 281</box>
masthead-line-0: ✶ ಮುದ್ರಣ <box>14 11 33 17</box>
column-3 <box>254 247 450 575</box>
col3-paragraph-2: ರಾಜ್ಯದಲ್ಲಿ ಹನಿಟ್ರ್ಯಾಪ್ ಪ್ರಕರಣ ದಿನೇ ದಿನೇ ಹೊಸ ತಿರುವು ಪಡೆಯುತ್ತಿದೆ. ಸರ್ಕಾರದ ವರ್ಚಸ್ಸಿಗೆ ಬಲವಾದ ಪೆಟ್ಟು ನೀಡಿದೆ. ವಿಪಕ್ಷ ನಾಯಕರು ಸರ್ಕಾರದ ವಿರುದ್ಧ ಪ್ರತಿಭಟನೆ ನಡೆಸಿದ್ದಾರೆ. ತನಿಖೆಗೆ ಆಗ್ರಹಿಸಲಾಗಿದೆ. ಸ್ವತಂತ್ರ ತನಿಖೆಗೆ ಒತ್ತಾಯಿಸಲಾಗಿದೆ. <box>259 396 352 424</box>
masthead-website[interactable]: www.pratyakshanadu.com <box>8 90 67 97</box>
mid-col4-paragraph-2: ರಾಜ್ಯದಲ್ಲಿ ಹನಿಟ್ರ್ಯಾಪ್ ಪ್ರಕರಣ ದಿನೇ ದಿನೇ ಹೊಸ ತಿರುವು ಪಡೆಯುತ್ತಿದೆ. ಸರ್ಕಾರದ ವರ್ಚಸ್ಸಿಗೆ ಬಲವಾದ ಪೆಟ್ಟು ನೀಡಿದೆ. ವಿಪಕ್ಷ ನಾಯಕರು ಸರ್ಕಾರದ ವಿರುದ್ಧ ಪ್ರತಿಭಟನೆ ನಡೆಸಿದ್ದಾರೆ. ತನಿಖೆಗೆ ಆಗ್ರಹಿಸಲಾಗಿದೆ. ಸ್ವತಂತ್ರ ತನಿಖೆಗೆ ಒತ್ತಾಯಿಸಲಾಗಿದೆ. <box>460 720 526 763</box>
col1-paragraph-2: ರಾಜ್ಯದಲ್ಲಿ ಹನಿಟ್ರ್ಯಾಪ್ ಪ್ರಕರಣ ದಿನೇ ದಿನೇ ಹೊಸ ತಿರುವು ಪಡೆಯುತ್ತಿದೆ. ಸರ್ಕಾರದ ವರ್ಚಸ್ಸಿಗೆ ಬಲವಾದ ಪೆಟ್ಟು ನೀಡಿದೆ. ವಿಪಕ್ಷ ನಾಯಕರು ಸರ್ಕಾರದ ವಿರುದ್ಧ ಪ್ರತಿಭಟನೆ ನಡೆಸಿದ್ದಾರೆ. ತನಿಖೆಗೆ ಆಗ್ರಹಿಸಲಾಗಿದೆ. ಸ್ವತಂತ್ರ ತನಿಖೆಗೆ ಒತ್ತಾಯಿಸಲಾಗಿದೆ. <box>8 370 126 398</box>
bottom-right-story <box>384 812 742 1016</box>
bottom-right-title: ಹನಿಟ್ರ್ಯಾಪ್ ವರಿಷ್ಠರಿಗೆ ಸತೀಶ್ ದೂರು <box>479 812 653 829</box>
mid-col1-paragraph-1: ರಾಜ್ಯದಲ್ಲಿ ಹನಿಟ್ರ್ಯಾಪ್ ಪ್ರಕರಣ ದಿನೇ ದಿನೇ ಹೊಸ ತಿರುವು ಪಡೆಯುತ್ತಿದೆ. ಸರ್ಕಾರದ ವರ್ಚಸ್ಸಿಗೆ ಬಲವಾದ ಪೆಟ್ಟು ನೀಡಿದೆ. ವಿಪಕ್ಷ ನಾಯಕರು ಸರ್ಕಾರದ ವಿರುದ್ಧ ಪ್ರತಿಭಟನೆ ನಡೆಸಿದ್ದಾರೆ. ತನಿಖೆಗೆ ಆಗ್ರಹಿಸಲಾಗಿದೆ. ಸ್ವತಂತ್ರ ತನಿಖೆಗೆ ಒತ್ತಾಯಿಸಲಾಗಿದೆ. <box>8 637 126 665</box>
bottom-right-col-3 <box>628 833 742 1016</box>
ad-services: ಸಮಸ್ತ ಕೃಷಿ ಯಂತ್ರಗಳ ಮಾರಾಟ ಮತ್ತು ಸೇವೆ <box>626 43 690 49</box>
col3-caption-left: ಒಮ್ಮೆ ಮಾತನಾಡಿದ ಕರ್ನಾಟಕದಲ್ಲಿ ಸಮಿದ್ಧಿರು <box>276 344 336 350</box>
ad-phone: ಮೊ. 76187 72126, 76187 72127 <box>618 50 698 57</box>
col1-paragraph-5: ರಾಜ್ಯದಲ್ಲಿ ಹನಿಟ್ರ್ಯಾಪ್ ಪ್ರಕರಣ ದಿನೇ ದಿನೇ ಹೊಸ ತಿರುವು ಪಡೆಯುತ್ತಿದೆ. ಸರ್ಕಾರದ ವರ್ಚಸ್ಸಿಗೆ ಬಲವಾದ ಪೆಟ್ಟು ನೀಡಿದೆ. ವಿಪಕ್ಷ ನಾಯಕರು ಸರ್ಕಾರದ ವಿರುದ್ಧ ಪ್ರತಿಭಟನೆ ನಡೆಸಿದ್ದಾರೆ. ತನಿಖೆಗೆ ಆಗ್ರಹಿಸಲಾಗಿದೆ. ಸ್ವತಂತ್ರ ತನಿಖೆಗೆ ಒತ್ತಾಯಿಸಲಾಗಿದೆ. <box>8 544 126 573</box>
column-1 <box>8 247 126 575</box>
bl-paragraph-4: ರಾಜ್ಯದಲ್ಲಿ ಹನಿಟ್ರ್ಯಾಪ್ ಪ್ರಕರಣ ದಿನೇ ದಿನೇ ಹೊಸ ತಿರುವು ಪಡೆಯುತ್ತಿದೆ. ಸರ್ಕಾರದ ವರ್ಚಸ್ಸಿಗೆ ಬಲವಾದ ಪೆಟ್ಟು ನೀಡಿದೆ. ವಿಪಕ್ಷ ನಾಯಕರು ಸರ್ಕಾರದ ವಿರುದ್ಧ ಪ್ರತಿಭಟನೆ ನಡೆಸಿದ್ದಾರೆ. ತನಿಖೆಗೆ ಆಗ್ರಹಿಸಲಾಗಿದೆ. ಸ್ವತಂತ್ರ ತನಿಖೆಗೆ ಒತ್ತಾಯಿಸಲಾಗಿದೆ. <box>8 927 126 948</box>
mid-col3-paragraph-1: ರಾಜ್ಯದಲ್ಲಿ ಹನಿಟ್ರ್ಯಾಪ್ ಪ್ರಕರಣ ದಿನೇ ದಿನೇ ಹೊಸ ತಿರುವು ಪಡೆಯುತ್ತಿದೆ. ಸರ್ಕಾರದ ವರ್ಚಸ್ಸಿಗೆ ಬಲವಾದ ಪೆಟ್ಟು ನೀಡಿದೆ. ವಿಪಕ್ಷ ನಾಯಕರು ಸರ್ಕಾರದ ವಿರುದ್ಧ ಪ್ರತಿಭಟನೆ ನಡೆಸಿದ್ದಾರೆ. ತನಿಖೆಗೆ ಆಗ್ರಹಿಸಲಾಗಿದೆ. ಸ್ವತಂತ್ರ ತನಿಖೆಗೆ ಒತ್ತಾಯಿಸಲಾಗಿದೆ. <box>259 679 352 708</box>
middle-section <box>8 580 742 802</box>
col2-paragraph-3: ರಾಜ್ಯದಲ್ಲಿ ಹನಿಟ್ರ್ಯಾಪ್ ಪ್ರಕರಣ ದಿನೇ ದಿನೇ ಹೊಸ ತಿರುವು ಪಡೆಯುತ್ತಿದೆ. ಸರ್ಕಾರದ ವರ್ಚಸ್ಸಿಗೆ ಬಲವಾದ ಪೆಟ್ಟು ನೀಡಿದೆ. ವಿಪಕ್ಷ ನಾಯಕರು ಸರ್ಕಾರದ ವಿರುದ್ಧ ಪ್ರತಿಭಟನೆ ನಡೆಸಿದ್ದಾರೆ. ತನಿಖೆಗೆ ಆಗ್ರಹಿಸಲಾಗಿದೆ. ಸ್ವತಂತ್ರ ತನಿಖೆಗೆ ಒತ್ತಾಯಿಸಲಾಗಿದೆ. <box>136 309 249 337</box>
col3-paragraph-3: ರಾಜ್ಯದಲ್ಲಿ ಹನಿಟ್ರ್ಯಾಪ್ ಪ್ರಕರಣ ದಿನೇ ದಿನೇ ಹೊಸ ತಿರುವು ಪಡೆಯುತ್ತಿದೆ. ಸರ್ಕಾರದ ವರ್ಚಸ್ಸಿಗೆ ಬಲವಾದ ಪೆಟ್ಟು ನೀಡಿದೆ. ವಿಪಕ್ಷ ನಾಯಕರು ಸರ್ಕಾರದ ವಿರುದ್ಧ ಪ್ರತಿಭಟನೆ ನಡೆಸಿದ್ದಾರೆ. ತನಿಖೆಗೆ ಆಗ್ರಹಿಸಲಾಗಿದೆ. ಸ್ವತಂತ್ರ ತನಿಖೆಗೆ ಒತ್ತಾಯಿಸಲಾಗಿದೆ. <box>357 355 450 383</box>
mid-col2-paragraph-2: ರಾಜ್ಯದಲ್ಲಿ ಹನಿಟ್ರ್ಯಾಪ್ ಪ್ರಕರಣ ದಿನೇ ದಿನೇ ಹೊಸ ತಿರುವು ಪಡೆಯುತ್ತಿದೆ. ಸರ್ಕಾರದ ವರ್ಚಸ್ಸಿಗೆ ಬಲವಾದ ಪೆಟ್ಟು ನೀಡಿದೆ. ವಿಪಕ್ಷ ನಾಯಕರು ಸರ್ಕಾರದ ವಿರುದ್ಧ ಪ್ರತಿಭಟನೆ ನಡೆಸಿದ್ದಾರೆ. ತನಿಖೆಗೆ ಆಗ್ರಹಿಸಲಾಗಿದೆ. ಸ್ವತಂತ್ರ ತನಿಖೆಗೆ ಒತ್ತಾಯಿಸಲಾಗಿದೆ. <box>136 707 249 735</box>
col1-paragraph-1: ರಾಜ್ಯ ಸರ್ಕಾರದ ವಿರುದ್ಧ ಪ್ರತಿಪಕ್ಷಗಳು ನಿರಂತರ ಹೋರಾಟ ನಡೆಸುತ್ತಿವೆ. ಹನಿಟ್ರ್ಯಾಪ್ ಪ್ರಕರಣದ ನಂತರ ರಾಜಕೀಯ ವಲಯದಲ್ಲಿ ತೀವ್ರ ಚರ್ಚೆ ನಡೆದಿದೆ. ವಿಪಕ್ಷ ನಾಯಕರು ಮುಖ್ಯಮಂತ್ರಿಗೆ ರಾಜೀನಾಮೆ ನೀಡಬೇಕೆಂದು ಆಗ್ರಹಿಸಿದ್ದಾರೆ. <box>8 345 126 366</box>
mid-col4-paragraph-3: ರಾಜ್ಯದಲ್ಲಿ ಹನಿಟ್ರ್ಯಾಪ್ ಪ್ರಕರಣ ದಿನೇ ದಿನೇ ಹೊಸ ತಿರುವು ಪಡೆಯುತ್ತಿದೆ. ಸರ್ಕಾರದ ವರ್ಚಸ್ಸಿಗೆ ಬಲವಾದ ಪೆಟ್ಟು ನೀಡಿದೆ. ವಿಪಕ್ಷ ನಾಯಕರು ಸರ್ಕಾರದ ವಿರುದ್ಧ ಪ್ರತಿಭಟನೆ ನಡೆಸಿದ್ದಾರೆ. ತನಿಖೆಗೆ ಆಗ್ರಹಿಸಲಾಗಿದೆ. ಸ್ವತಂತ್ರ ತನಿಖೆಗೆ ಒತ್ತಾಯಿಸಲಾಗಿದೆ. <box>460 673 597 787</box>
mid-col3-body <box>259 669 450 757</box>
mid-col4-body <box>460 673 597 790</box>
column-2 <box>131 247 249 575</box>
col1-title-line4: ಡಿಕೆಶಿ ಭಾವಚಿತ್ರಕ್ಕೆ ಮೊಳೆಟಿ <box>23 415 111 427</box>
br-paragraph-7: ರಾಜ್ಯದಲ್ಲಿ ಹನಿಟ್ರ್ಯಾಪ್ ಪ್ರಕರಣ ದಿನೇ ದಿನೇ ಹೊಸ ತಿರುವು ಪಡೆಯುತ್ತಿದೆ. ಸರ್ಕಾರದ ವರ್ಚಸ್ಸಿಗೆ ಬಲವಾದ ಪೆಟ್ಟು ನೀಡಿದೆ. ವಿಪಕ್ಷ ನಾಯಕರು ಸರ್ಕಾರದ ವಿರುದ್ಧ ಪ್ರತಿಭಟನೆ ನಡೆಸಿದ್ದಾರೆ. ತನಿಖೆಗೆ ಆಗ್ರಹಿಸಲಾಗಿದೆ. ಸ್ವತಂತ್ರ ತನಿಖೆಗೆ ಒತ್ತಾಯಿಸಲಾಗಿದೆ. <box>517 942 623 970</box>
bottom-left-title: ಹನಿಟ್ರ್ಯಾಪ್ ತನಿಗೆ ದೂರು ಕೆ.ಎನ್. ರಾಜಣ್ಣ <box>94 812 292 829</box>
ad-image-2 <box>632 61 683 91</box>
col2-body <box>136 260 249 434</box>
section-divider <box>8 807 742 808</box>
col4-paragraph-4: ರಾಜ್ಯದಲ್ಲಿ ಹನಿಟ್ರ್ಯಾಪ್ ಪ್ರಕರಣ ದಿನೇ ದಿನೇ ಹೊಸ ತಿರುವು ಪಡೆಯುತ್ತಿದೆ. ಸರ್ಕಾರದ ವರ್ಚಸ್ಸಿಗೆ ಬಲವಾದ ಪೆಟ್ಟು ನೀಡಿದೆ. ವಿಪಕ್ಷ ನಾಯಕರು ಸರ್ಕಾರದ ವಿರುದ್ಧ ಪ್ರತಿಭಟನೆ ನಡೆಸಿದ್ದಾರೆ. ತನಿಖೆಗೆ ಆಗ್ರಹಿಸಲಾಗಿದೆ. ಸ್ವತಂತ್ರ ತನಿಖೆಗೆ ಒತ್ತಾಯಿಸಲಾಗಿದೆ. <box>460 336 597 357</box>
mid-col4-paragraph-5: ರಾಜ್ಯದಲ್ಲಿ ಹನಿಟ್ರ್ಯಾಪ್ ಪ್ರಕರಣ ದಿನೇ ದಿನೇ ಹೊಸ ತಿರುವು ಪಡೆಯುತ್ತಿದೆ. ಸರ್ಕಾರದ ವರ್ಚಸ್ಸಿಗೆ ಬಲವಾದ ಪೆಟ್ಟು ನೀಡಿದೆ. ವಿಪಕ್ಷ ನಾಯಕರು ಸರ್ಕಾರದ ವಿರುದ್ಧ ಪ್ರತಿಭಟನೆ ನಡೆಸಿದ್ದಾರೆ. ತನಿಖೆಗೆ ಆಗ್ರಹಿಸಲಾಗಿದೆ. ಸ್ವತಂತ್ರ ತನಿಖೆಗೆ ಒತ್ತಾಯಿಸಲಾಗಿದೆ. <box>531 744 597 787</box>
mid-col4-paragraph-4: ರಾಜ್ಯದಲ್ಲಿ ಹನಿಟ್ರ್ಯಾಪ್ ಪ್ರಕರಣ ದಿನೇ ದಿನೇ ಹೊಸ ತಿರುವು ಪಡೆಯುತ್ತಿದೆ. ಸರ್ಕಾರದ ವರ್ಚಸ್ಸಿಗೆ ಬಲವಾದ ಪೆಟ್ಟು ನೀಡಿದೆ. ವಿಪಕ್ಷ ನಾಯಕರು ಸರ್ಕಾರದ ವಿರುದ್ಧ ಪ್ರತಿಭಟನೆ ನಡೆಸಿದ್ದಾರೆ. ತನಿಖೆಗೆ ಆಗ್ರಹಿಸಲಾಗಿದೆ. ಸ್ವತಂತ್ರ ತನಿಖೆಗೆ ಒತ್ತಾಯಿಸಲಾಗಿದೆ. <box>531 697 597 741</box>
ad-image-3 <box>686 61 737 91</box>
mid-photo-parameshwar <box>460 620 597 670</box>
col3-paragraph-1: ರಾಜ್ಯದಲ್ಲಿ ಹನಿಟ್ರ್ಯಾಪ್ ಪ್ರಕರಣ ದಿನೇ ದಿನೇ ಹೊಸ ತಿರುವು ಪಡೆಯುತ್ತಿದೆ. ಸರ್ಕಾರದ ವರ್ಚಸ್ಸಿಗೆ ಬಲವಾದ ಪೆಟ್ಟು ನೀಡಿದೆ. ವಿಪಕ್ಷ ನಾಯಕರು ಸರ್ಕಾರದ ವಿರುದ್ಧ ಪ್ರತಿಭಟನೆ ನಡೆಸಿದ್ದಾರೆ. ತನಿಖೆಗೆ ಆಗ್ರಹಿಸಲಾಗಿದೆ. ಸ್ವತಂತ್ರ ತನಿಖೆಗೆ ಒತ್ತಾಯಿಸಲಾಗಿದೆ. <box>259 364 352 392</box>
masthead-line-4: ಧಾರವಾಡ ಕಲಾಬುರಗಿ <box>8 49 43 55</box>
page-title: ಪ್ರತ್ಯಕ್ಷ ನಾಡು <box>238 22 466 83</box>
br-paragraph-5: ರಾಜ್ಯದಲ್ಲಿ ಹನಿಟ್ರ್ಯಾಪ್ ಪ್ರಕರಣ ದಿನೇ ದಿನೇ ಹೊಸ ತಿರುವು ಪಡೆಯುತ್ತಿದೆ. ಸರ್ಕಾರದ ವರ್ಚಸ್ಸಿಗೆ ಬಲವಾದ ಪೆಟ್ಟು ನೀಡಿದೆ. ವಿಪಕ್ಷ ನಾಯಕರು ಸರ್ಕಾರದ ವಿರುದ್ಧ ಪ್ರತಿಭಟನೆ ನಡೆಸಿದ್ದಾರೆ. ತನಿಖೆಗೆ ಆಗ್ರಹಿಸಲಾಗಿದೆ. ಸ್ವತಂತ್ರ ತನಿಖೆಗೆ ಒತ್ತಾಯಿಸಲಾಗಿದೆ. <box>390 943 508 963</box>
bottom-left-col-3 <box>254 833 378 1006</box>
masthead-subtitle-kn: ಕನ್ನಡ ದಿನಪ್ರತ್ರಿಕೆ <box>336 106 368 113</box>
br-paragraph-1: ರಾಜ್ಯದಲ್ಲಿ ಹನಿಟ್ರ್ಯಾಪ್ ಪ್ರಕರಣ ದಿನೇ ದಿನೇ ಹೊಸ ತಿರುವು ಪಡೆಯುತ್ತಿದೆ. ಸರ್ಕಾರದ ವರ್ಚಸ್ಸಿಗೆ ಬಲವಾದ ಪೆಟ್ಟು ನೀಡಿದೆ. ವಿಪಕ್ಷ ನಾಯಕರು ಸರ್ಕಾರದ ವಿರುದ್ಧ ಪ್ರತಿಭಟನೆ ನಡೆಸಿದ್ದಾರೆ. ತನಿಖೆಗೆ ಆಗ್ರಹಿಸಲಾಗಿದೆ. ಸ್ವತಂತ್ರ ತನಿಖೆಗೆ ಒತ್ತಾಯಿಸಲಾಗಿದೆ. <box>390 838 508 858</box>
volume-label: Volume: 5 <box>230 164 262 172</box>
mid-col1-paragraph-3: ರಾಜ್ಯದಲ್ಲಿ ಹನಿಟ್ರ್ಯಾಪ್ ಪ್ರಕರಣ ದಿನೇ ದಿನೇ ಹೊಸ ತಿರುವು ಪಡೆಯುತ್ತಿದೆ. ಸರ್ಕಾರದ ವರ್ಚಸ್ಸಿಗೆ ಬಲವಾದ ಪೆಟ್ಟು ನೀಡಿದೆ. ವಿಪಕ್ಷ ನಾಯಕರು ಸರ್ಕಾರದ ವಿರುದ್ಧ ಪ್ರತಿಭಟನೆ ನಡೆಸಿದ್ದಾರೆ. ತನಿಖೆಗೆ ಆಗ್ರಹಿಸಲಾಗಿದೆ. ಸ್ವತಂತ್ರ ತನಿಖೆಗೆ ಒತ್ತಾಯಿಸಲಾಗಿದೆ. <box>8 701 126 729</box>
mid-col3-paragraph-3: ರಾಜ್ಯದಲ್ಲಿ ಹನಿಟ್ರ್ಯಾಪ್ ಪ್ರಕರಣ ದಿನೇ ದಿನೇ ಹೊಸ ತಿರುವು ಪಡೆಯುತ್ತಿದೆ. ಸರ್ಕಾರದ ವರ್ಚಸ್ಸಿಗೆ ಬಲವಾದ ಪೆಟ್ಟು ನೀಡಿದೆ. ವಿಪಕ್ಷ ನಾಯಕರು ಸರ್ಕಾರದ ವಿರುದ್ಧ ಪ್ರತಿಭಟನೆ ನಡೆಸಿದ್ದಾರೆ. ತನಿಖೆಗೆ ಆಗ್ರಹಿಸಲಾಗಿದೆ. ಸ್ವತಂತ್ರ ತನಿಖೆಗೆ ಒತ್ತಾಯಿಸಲಾಗಿದೆ. <box>259 670 450 756</box>
bl-paragraph-2: ರಾಜ್ಯದಲ್ಲಿ ಹನಿಟ್ರ್ಯಾಪ್ ಪ್ರಕರಣ ದಿನೇ ದಿನೇ ಹೊಸ ತಿರುವು ಪಡೆಯುತ್ತಿದೆ. ಸರ್ಕಾರದ ವರ್ಚಸ್ಸಿಗೆ ಬಲವಾದ ಪೆಟ್ಟು ನೀಡಿದೆ. ವಿಪಕ್ಷ ನಾಯಕರು ಸರ್ಕಾರದ ವಿರುದ್ಧ ಪ್ರತಿಭಟನೆ ನಡೆಸಿದ್ದಾರೆ. ತನಿಖೆಗೆ ಆಗ್ರಹಿಸಲಾಗಿದೆ. ಸ್ವತಂತ್ರ ತನಿಖೆಗೆ ಒತ್ತಾಯಿಸಲಾಗಿದೆ. <box>8 874 126 895</box>
